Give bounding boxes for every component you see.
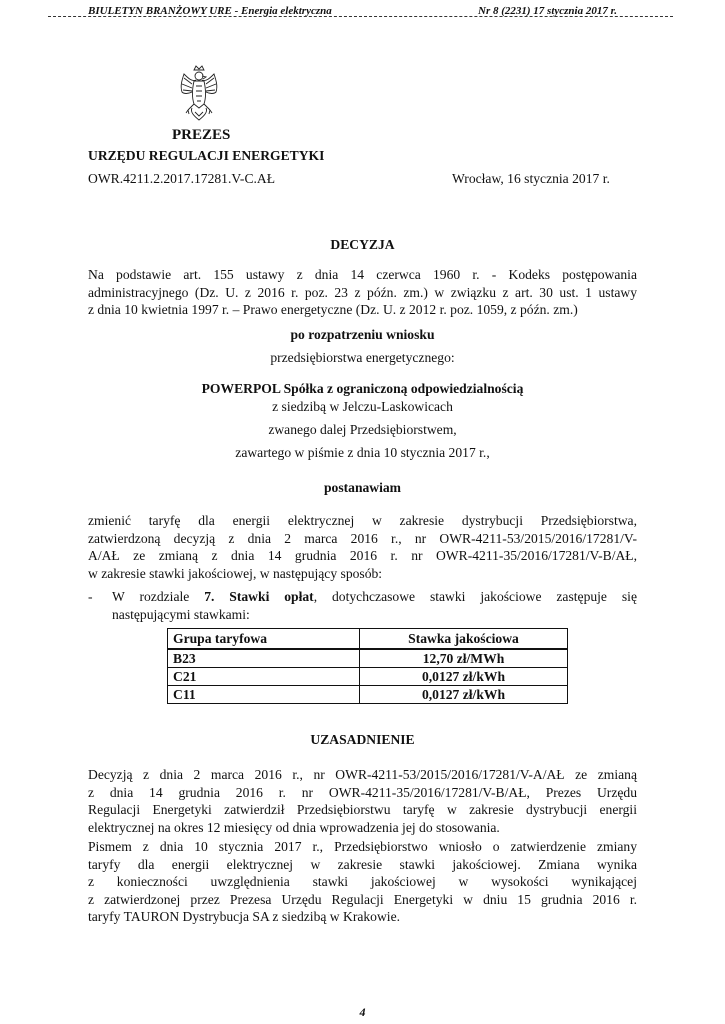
quality-rate-cell: 12,70 zł/MWh	[360, 649, 568, 668]
tariff-group-cell: B23	[168, 649, 360, 668]
legal-basis-line: z dnia 10 kwietnia 1997 r. – Prawo energetyczne (Dz. U. z 2012 r. poz. 1059, z późn. zm.)	[88, 302, 578, 318]
justification-line: Regulacji Energetyki zatwierdził Przedsiębiorstwu taryfę w zakresie dystrybucji energii	[88, 802, 637, 818]
table-row	[168, 649, 568, 668]
justification-line: taryfy dla energii elektrycznej w zakresie stawki jakościowej. Zmiana wynika	[88, 856, 637, 872]
justification-line: elektrycznej na okres 12 miesięcy od dnia wprowadzenia jej do stosowania.	[88, 819, 500, 835]
column-header-quality-rate: Stawka jakościowa	[360, 629, 568, 650]
resolution-line: A/AŁ ze zmianą z dnia 14 grudnia 2016 r. nr OWR-4211-35/2016/17281/V-B/AŁ,	[88, 548, 637, 564]
company-alias: zwanego dalej Przedsiębiorstwem,	[268, 422, 457, 437]
tariff-group-cell: C11	[168, 686, 360, 704]
header-divider	[48, 16, 673, 17]
justification-line: Decyzją z dnia 2 marca 2016 r., nr OWR-4211-53/2015/2016/17281/V-A/AŁ ze zmianą	[88, 767, 637, 782]
place-and-date: Wrocław, 16 stycznia 2017 r.	[452, 171, 610, 186]
after-review: po rozpatrzeniu wniosku	[290, 327, 435, 342]
polish-eagle-emblem-icon	[172, 64, 226, 126]
issuer-title: PREZES	[172, 127, 231, 143]
application-letter: zawartego w piśmie z dnia 10 stycznia 2017 r.,	[235, 445, 490, 460]
table-row	[168, 686, 568, 704]
resolve-heading: postanawiam	[323, 480, 402, 495]
page-number: 4	[359, 1005, 366, 1019]
quality-rate-cell: 0,0127 zł/kWh	[360, 686, 568, 704]
justification-line: z zatwierdzonej przez Prezesa Urzędu Regulacji Energetyki w dniu 15 grudnia 2016 r.	[88, 891, 637, 907]
case-reference: OWR.4211.2.2017.17281.V-C.AŁ	[88, 171, 276, 186]
resolution-line: zmienić taryfę dla energii elektrycznej w zakresie dystrybucji Przedsiębiorstwa,	[88, 513, 637, 528]
bullet-text-pre: W rozdziale	[112, 589, 205, 604]
column-header-tariff-group: Grupa taryfowa	[168, 629, 360, 650]
justification-heading: UZASADNIENIE	[310, 732, 415, 747]
company-seat: z siedzibą w Jelczu-Laskowicach	[272, 399, 453, 414]
bullet-line-2: następującymi stawkami:	[112, 606, 250, 622]
legal-basis	[88, 266, 637, 319]
table-row	[168, 668, 568, 686]
bullet-marker: -	[88, 589, 93, 604]
bulletin-title: BIULETYN BRANŻOWY URE - Energia elektryczna	[88, 5, 332, 17]
tariff-table	[167, 628, 568, 704]
company-name: POWERPOL Spółka z ograniczoną odpowiedzialnością	[201, 381, 524, 396]
resolution-text	[88, 512, 637, 582]
quality-rate-cell: 0,0127 zł/kWh	[360, 668, 568, 686]
justification-line: taryfy TAURON Dystrybucja SA z siedzibą w Krakowie.	[88, 909, 401, 925]
justification-line: z dnia 14 grudnia 2016 r. nr OWR-4211-35/2016/17281/V-B/AŁ, Prezes Urzędu	[88, 784, 637, 800]
table-header-row	[168, 629, 568, 650]
resolution-line: zatwierdzoną decyzją z dnia 2 marca 2016 r., nr OWR-4211-53/2015/2016/17281/V-	[88, 530, 637, 546]
legal-basis-line: administracyjnego (Dz. U. z 2016 r. poz. 23 z późn. zm.) w związku z art. 30 ust. 1 ustawy	[88, 284, 637, 300]
justification-line: z konieczności uwzględnienia stawki jakościowej w wysokości wynikającej	[88, 874, 637, 890]
enterprise-label: przedsiębiorstwa energetycznego:	[270, 350, 455, 365]
justification-line: Pismem z dnia 10 stycznia 2017 r., Przedsiębiorstwo wniosło o zatwierdzenie zmiany	[88, 839, 637, 854]
resolution-line: w zakresie stawki jakościowej, w następujący sposób:	[88, 565, 383, 581]
issue-number: Nr 8 (2231) 17 stycznia 2017 r.	[478, 5, 618, 17]
justification-paragraph-2	[88, 838, 637, 926]
bullet-item	[112, 588, 637, 623]
decision-heading: DECYZJA	[330, 237, 395, 252]
tariff-group-cell: C21	[168, 668, 360, 686]
justification-paragraph-1	[88, 766, 637, 836]
bullet-text-post: , dotychczasowe stawki jakościowe zastępuje się	[313, 589, 637, 604]
bullet-line	[112, 588, 637, 606]
issuer-office: URZĘDU REGULACJI ENERGETYKI	[88, 148, 325, 163]
chapter-reference: 7. Stawki opłat	[204, 589, 314, 604]
legal-basis-line: Na podstawie art. 155 ustawy z dnia 14 czerwca 1960 r. - Kodeks postępowania	[88, 267, 637, 282]
